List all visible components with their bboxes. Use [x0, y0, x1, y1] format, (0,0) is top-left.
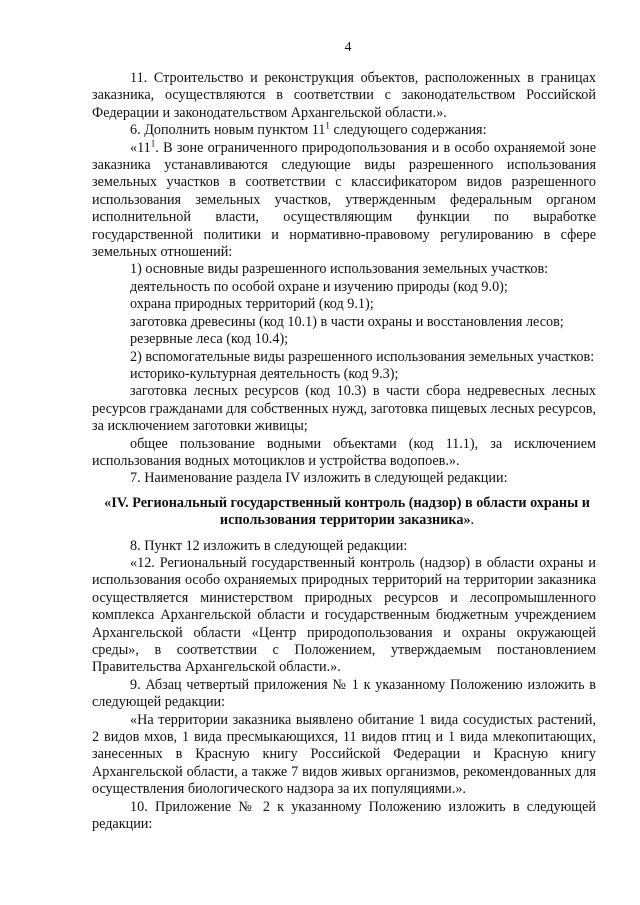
- list-item: резервные леса (код 10.4);: [130, 331, 289, 348]
- list-item: 1) основные виды разрешенного использования земельных участков:: [130, 261, 549, 278]
- paragraph-item-7: 7. Наименование раздела IV изложить в следующей редакции:: [130, 470, 508, 487]
- list-item: историко-культурная деятельность (код 9.3);: [130, 365, 399, 382]
- list-item: общее пользование водными объектами (код 11.1), за исключением использования водных мотоциклов и устройства водопоев.».: [92, 435, 596, 469]
- paragraph-item-11-1: [92, 137, 596, 262]
- superscript: 1: [150, 137, 156, 148]
- paragraph-item-9: 9. Абзац четвертый приложения № 1 к указанному Положению изложить в следующей редакции:: [92, 676, 596, 711]
- paragraph-item-9-quote: «На территории заказника выявлено обитание 1 вида сосудистых растений, 2 видов мхов, 1 вида пресмыкающихся, 11 видов птиц и 1 вида млекопитающих, занесенных в Красную книгу Российской Федерации и Красную книгу Архангельской области, а также 7 видов живых организмов, рекомендованных для осуществления биологического надзора за их популяциями.».: [92, 711, 596, 798]
- list-item: охрана природных территорий (код 9.1);: [130, 296, 374, 313]
- list-item: деятельность по особой охране и изучению природы (код 9.0);: [130, 278, 508, 295]
- paragraph-item-12: «12. Региональный государственный контроль (надзор) в области охраны и использования особо охраняемых природных территорий на территории заказника осуществляется министерством природных ресурсов и лесопромышленного комплекса Архангельской области и государственным бюджетным учреждением Архангельской области «Центр природопользования и охраны окружающей среды», в соответствии с Положением, утверждаемым постановлением Правительства Архангельской области.».: [92, 554, 596, 676]
- paragraph-item-10: 10. Приложение № 2 к указанному Положению изложить в следующей редакции:: [92, 798, 596, 833]
- list-item: заготовка лесных ресурсов (код 10.3) в части сбора недревесных лесных ресурсов гражданами для собственных нужд, заготовка пищевых лесных ресурсов, за исключением заготовки живицы;: [92, 383, 596, 435]
- paragraph-item-11: 11. Строительство и реконструкция объектов, расположенных в границах заказника, осуществляются в соответствии с законодательством Российской Федерации и законодательством Архангельской области.».: [92, 70, 596, 121]
- paragraph-text: «11: [130, 139, 151, 156]
- paragraph-text: . В зоне ограниченного природопользования и в особо охраняемой зоне заказника устанавливаются следующие виды разрешенного использования земельных участков в соответствии с классификатором видов разрешенного использования земельных участков, утвержденным федеральным органом исполнительной власти, осуществляющим функции по выработке государственной политики и нормативно-правовому регулированию в сфере земельных отношений:: [92, 139, 596, 261]
- section-heading: [92, 495, 596, 530]
- list-item: заготовка древесины (код 10.1) в части охраны и восстановления лесов;: [130, 313, 564, 330]
- paragraph-item-8: 8. Пункт 12 изложить в следующей редакции:: [130, 537, 408, 554]
- paragraph-text: следующего содержания:: [329, 122, 487, 139]
- page-number: 4: [344, 40, 352, 55]
- section-heading-period: .: [470, 512, 475, 529]
- list-item: 2) вспомогательные виды разрешенного использования земельных участков:: [130, 348, 595, 365]
- section-heading-text: «IV. Региональный государственный контроль (надзор) в области охраны и использования территории заказника»: [104, 494, 590, 529]
- paragraph-item-6: [92, 122, 596, 139]
- superscript: 1: [325, 120, 330, 131]
- paragraph-text: 6. Дополнить новым пунктом 11: [130, 122, 326, 139]
